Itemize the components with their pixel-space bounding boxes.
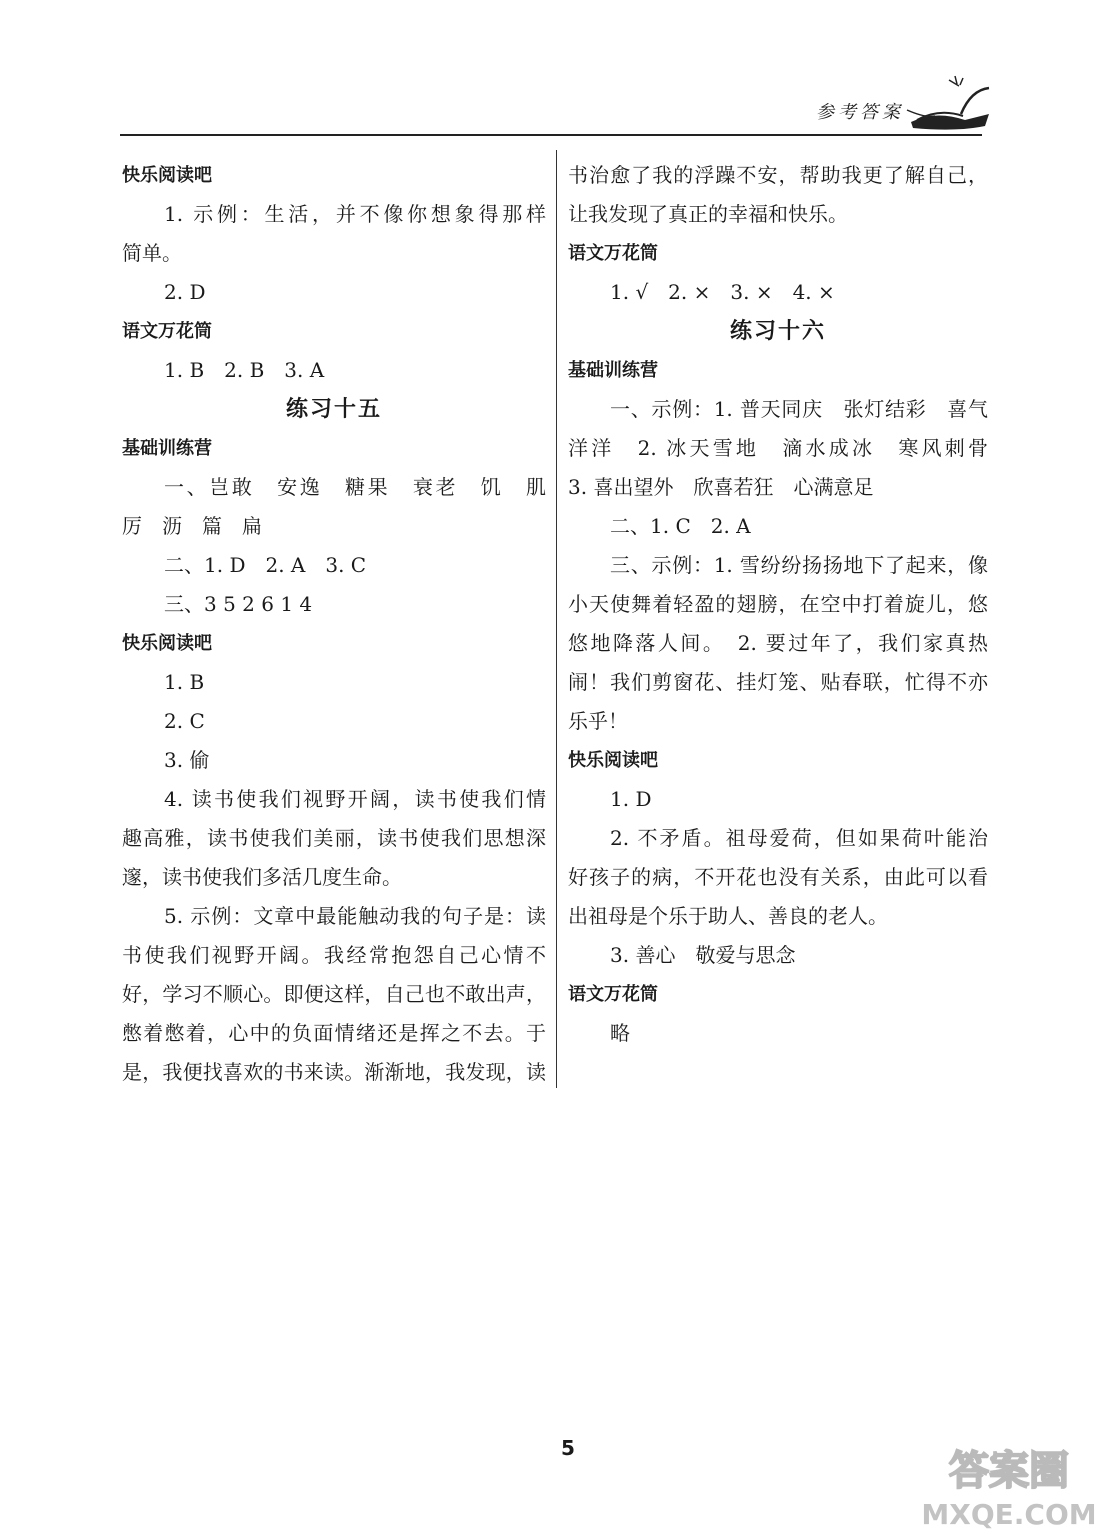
answer-line: 二、1. D 2. A 3. C — [164, 553, 367, 577]
answer-line: 2. 不矛盾。祖母爱荷，但如果荷叶能治 — [610, 826, 988, 850]
answer-line: 三、3 5 2 6 1 4 — [164, 592, 313, 616]
answer-line: 悠地降落人间。 2. 要过年了，我们家真热 — [568, 631, 988, 655]
answer-line: 是，我便找喜欢的书来读。渐渐地，我发现，读 — [122, 1060, 546, 1084]
section-heading: 基础训练营 — [568, 360, 658, 381]
answer-line: 好，学习不顺心。即便这样，自己也不敢出声， — [122, 982, 546, 1006]
right-column — [568, 156, 988, 1053]
column-divider — [556, 150, 557, 1088]
page-number: 5 — [561, 1436, 575, 1460]
answer-line: 书使我们视野开阔。我经常抱怨自己心情不 — [122, 943, 546, 967]
answer-line: 一、岂敢 安逸 糖果 衰老 饥 肌 — [164, 475, 546, 499]
answer-line: 洋洋 2. 冰天雪地 滴水成冰 寒风刺骨 — [568, 436, 988, 460]
answer-line: 一、示例：1. 普天同庆 张灯结彩 喜气 — [610, 397, 988, 421]
answer-line: 5. 示例：文章中最能触动我的句子是：读 — [164, 904, 546, 928]
header-label: 参考答案 — [816, 102, 904, 123]
answer-line: 略 — [610, 1021, 630, 1045]
answer-line: 1. B 2. B 3. A — [164, 358, 325, 382]
answer-line: 三、示例：1. 雪纷纷扬扬地下了起来，像 — [610, 553, 988, 577]
watermark-logo — [915, 1432, 1103, 1532]
section-heading: 快乐阅读吧 — [122, 165, 212, 186]
answer-line: 让我发现了真正的幸福和快乐。 — [568, 202, 848, 226]
answer-line: 乐乎！ — [568, 709, 628, 733]
answer-line: 邃，读书使我们多活几度生命。 — [122, 865, 402, 889]
header-rule — [120, 134, 982, 136]
exercise-title: 练习十六 — [729, 319, 826, 344]
book-quill-icon — [905, 70, 995, 136]
section-heading: 基础训练营 — [122, 438, 212, 459]
answer-line: 3. 喜出望外 欣喜若狂 心满意足 — [568, 475, 874, 499]
answer-line: 1. 示例：生活，并不像你想象得那样 — [164, 202, 546, 226]
answer-line: 1. D — [610, 787, 652, 811]
answer-line: 厉 沥 篇 扁 — [122, 514, 262, 538]
answer-line: 书治愈了我的浮躁不安，帮助我更了解自己， — [568, 163, 988, 187]
answer-line: 趣高雅，读书使我们美丽，读书使我们思想深 — [122, 826, 546, 850]
answer-line: 二、1. C 2. A — [610, 514, 751, 538]
answer-line: 1. B — [164, 670, 205, 694]
left-column — [122, 156, 546, 1092]
answer-line: 闹！我们剪窗花、挂灯笼、贴春联，忙得不亦 — [568, 670, 988, 694]
answer-line: 1. √ 2. × 3. × 4. × — [610, 280, 835, 304]
answer-line: 小天使舞着轻盈的翅膀，在空中打着旋儿，悠 — [568, 592, 988, 616]
answer-line: 简单。 — [122, 241, 182, 265]
section-heading: 快乐阅读吧 — [568, 750, 658, 771]
section-heading: 语文万花筒 — [568, 984, 658, 1005]
watermark-bottom-text: MXQE.COM — [921, 1498, 1097, 1531]
section-heading: 语文万花筒 — [568, 243, 658, 264]
section-heading: 快乐阅读吧 — [122, 633, 212, 654]
answer-line: 3. 偷 — [164, 748, 210, 772]
section-heading: 语文万花筒 — [122, 321, 212, 342]
answer-line: 3. 善心 敬爱与思念 — [610, 943, 796, 967]
answer-line: 2. D — [164, 280, 206, 304]
answer-line: 憋着憋着，心中的负面情绪还是挥之不去。于 — [122, 1021, 546, 1045]
answer-line: 2. C — [164, 709, 205, 733]
answer-line: 好孩子的病，不开花也没有关系，由此可以看 — [568, 865, 988, 889]
watermark-top-text: 答案圈 — [949, 1448, 1069, 1494]
exercise-title: 练习十五 — [285, 397, 382, 422]
answer-line: 出祖母是个乐于助人、善良的老人。 — [568, 904, 888, 928]
answer-line: 4. 读书使我们视野开阔，读书使我们情 — [164, 787, 546, 811]
